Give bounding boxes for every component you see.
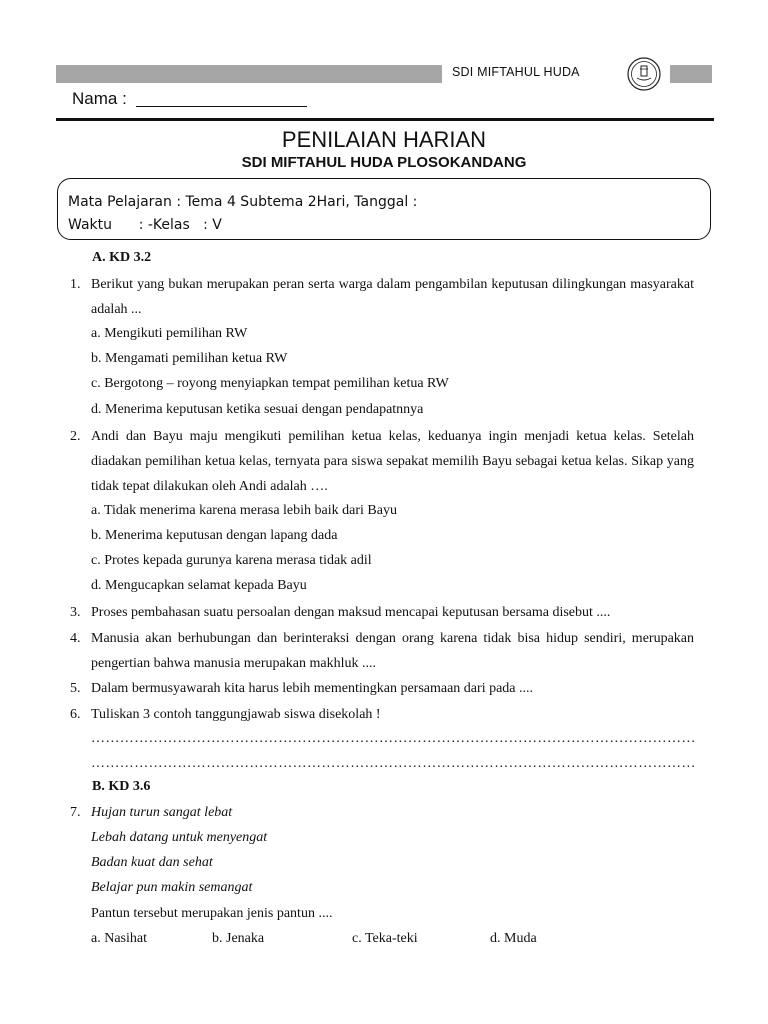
option-2a: a. Tidak menerima karena merasa lebih baik dari Bayu: [91, 503, 397, 518]
choice-7b: b. Jenaka: [212, 931, 265, 946]
option-2c: c. Protes kepada gurunya karena merasa tidak adil: [91, 553, 372, 568]
question-number: 3.: [70, 605, 81, 620]
question-number: 2.: [70, 429, 81, 444]
question-text: Berikut yang bukan merupakan peran serta warga dalam pengambilan keputusan dilingkungan masyarakat adalah ...: [91, 277, 694, 317]
choice-7c: c. Teka-teki: [352, 931, 418, 946]
question-7-number: 7.: [70, 805, 81, 820]
option-1b: b. Mengamati pemilihan ketua RW: [91, 351, 288, 366]
question-4: [70, 626, 694, 676]
header-bar-right: [670, 65, 712, 83]
question-text: Proses pembahasan suatu persoalan dengan maksud mencapai keputusan bersama disebut ....: [91, 605, 611, 620]
pantun-line-3: Badan kuat dan sehat: [91, 855, 213, 870]
answer-line-2: ………………………………………………………………………………………………………………: [91, 756, 696, 771]
school-logo-icon: [627, 57, 661, 91]
question-number: 5.: [70, 681, 81, 696]
question-number: 4.: [70, 631, 81, 646]
nama-underline: [136, 106, 307, 107]
page-subtitle: SDI MIFTAHUL HUDA PLOSOKANDANG: [241, 154, 527, 171]
pantun-line-1: Hujan turun sangat lebat: [91, 805, 233, 820]
page-title: PENILAIAN HARIAN: [281, 127, 487, 152]
header-bar-left: [56, 65, 442, 83]
info-line-subject: Mata Pelajaran : Tema 4 Subtema 2Hari, Tanggal :: [68, 194, 418, 210]
question-2: [70, 424, 694, 499]
section-b-label: B. KD 3.6: [92, 779, 151, 794]
question-text: Dalam bermusyawarah kita harus lebih mementingkan persamaan dari pada ....: [91, 681, 534, 696]
question-text: Manusia akan berhubungan dan berinteraksi dengan orang karena tidak bisa hidup sendiri, merupakan pengertian bahwa manusia merupakan makhluk ....: [91, 631, 694, 671]
info-line-time-class: Waktu : -Kelas : V: [68, 217, 222, 233]
question-number: 1.: [70, 277, 81, 292]
option-1d: d. Menerima keputusan ketika sesuai dengan pendapatnnya: [91, 402, 424, 417]
header-school-name: SDI MIFTAHUL HUDA: [452, 65, 580, 79]
question-1: [70, 272, 694, 322]
choice-7d: d. Muda: [490, 931, 537, 946]
option-1c: c. Bergotong – royong menyiapkan tempat pemilihan ketua RW: [91, 376, 449, 391]
question-7-prompt: Pantun tersebut merupakan jenis pantun ....: [91, 906, 333, 921]
answer-line-1: ………………………………………………………………………………………………………………: [91, 731, 696, 746]
option-2d: d. Mengucapkan selamat kepada Bayu: [91, 578, 307, 593]
question-number: 6.: [70, 707, 81, 722]
nama-label: Nama :: [72, 89, 127, 108]
question-3: [70, 600, 694, 625]
option-1a: a. Mengikuti pemilihan RW: [91, 326, 248, 341]
pantun-line-2: Lebah datang untuk menyengat: [91, 830, 268, 845]
option-2b: b. Menerima keputusan dengan lapang dada: [91, 528, 338, 543]
pantun-line-4: Belajar pun makin semangat: [91, 880, 253, 895]
section-a-label: A. KD 3.2: [92, 250, 152, 265]
question-text: Andi dan Bayu maju mengikuti pemilihan ketua kelas, keduanya ingin menjadi ketua kelas. Setelah diadakan pemilihan ketua kelas, ternyata para siswa sepakat memilih Bayu sebagai ketua kelas. Sikap yang tidak tepat dilakukan oleh Andi adalah ….: [91, 429, 694, 494]
question-6: [70, 702, 694, 727]
question-text: Tuliskan 3 contoh tanggungjawab siswa disekolah !: [91, 707, 381, 722]
header-divider: [56, 118, 714, 121]
choice-7a: a. Nasihat: [91, 931, 147, 946]
question-5: [70, 676, 694, 701]
